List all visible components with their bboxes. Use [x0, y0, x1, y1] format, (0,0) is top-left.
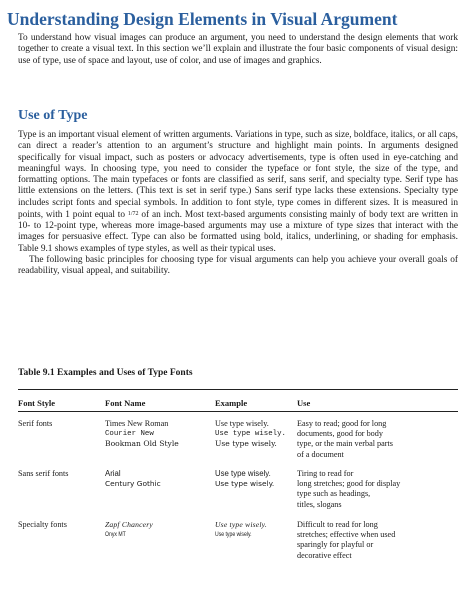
use-line: of a document — [297, 449, 344, 459]
table-header-use: Use — [297, 398, 311, 408]
example-bookman: Use type wisely. — [215, 439, 277, 449]
example-zapf-chancery: Use type wisely. — [215, 520, 267, 529]
font-name-bookman: Bookman Old Style — [105, 439, 179, 449]
use-line: stretches; effective when used — [297, 530, 396, 540]
font-name-courier: Courier New — [105, 430, 154, 439]
use-line: sparingly for playful or — [297, 540, 374, 550]
table-caption: Table 9.1 Examples and Uses of Type Fonts — [18, 368, 193, 378]
paragraph-1-part-a: Type is an important visual element of written arguments. Variations in type, such as size, boldface, italics, or all caps, can direct a reader’s attention to an argument’s structure and highlight main points. In arguments designed specifically for visual impact, such as posters or advocacy advertisements, type is often used in eye-catching and meaningful ways. In choosing type, you need to consider the typeface or font style, the size of the type, and formatting options. The main typefaces or fonts are classified as serif, sans serif, and specialty type. Serif type has little extensions on the letters. (This text is set in serif type.) Sans serif type lacks these extensions. Specialty type includes script fonts and special symbols. In addition to font style, type comes in different sizes. It is measured in points, with 1 point equal to — [18, 130, 458, 220]
table-header-font-name: Font Name — [105, 398, 146, 408]
use-line: Tiring to read for — [297, 469, 354, 478]
font-name-zapf-chancery: Zapf Chancery — [105, 520, 153, 529]
font-name-times: Times New Roman — [105, 419, 169, 428]
section-heading: Use of Type — [18, 108, 88, 123]
table-row-serif-use — [297, 419, 457, 460]
table-row-serif-names — [105, 419, 205, 450]
fraction-one-seventy-second: 1/72 — [127, 210, 139, 217]
table-row-serif-examples — [215, 419, 295, 450]
page-title: Understanding Design Elements in Visual Argument — [7, 9, 398, 29]
example-times: Use type wisely. — [215, 419, 269, 428]
font-name-century-gothic: Century Gothic — [105, 479, 161, 489]
table-top-rule — [18, 389, 458, 390]
use-line: Easy to read; good for long — [297, 419, 387, 428]
table-header-rule — [18, 411, 458, 412]
table-row-specialty-examples — [215, 520, 295, 540]
example-onyx: Use type wisely. — [215, 531, 252, 539]
table-row-specialty-use — [297, 520, 457, 561]
example-courier: Use type wisely. — [215, 430, 286, 439]
intro-paragraph: To understand how visual images can produce an argument, you need to understand the design elements that work together to create a visual text. In this section we’ll explain and illustrate the four basic components of visual design: use of type, use of space and layout, use of color, and use of images and graphics. — [18, 33, 458, 66]
use-line: titles, slogans — [297, 499, 342, 509]
use-line: documents, good for body — [297, 429, 383, 439]
table-row-sans-use — [297, 469, 457, 510]
section-body — [18, 130, 458, 277]
use-line: decorative effect — [297, 550, 352, 560]
table-header-example: Example — [215, 398, 248, 408]
body-paragraph-1 — [18, 130, 458, 255]
table-row-sans-style: Sans serif fonts — [18, 469, 69, 478]
font-name-arial: Arial — [105, 469, 121, 478]
paragraph-1-part-b: of an inch. Most text-based arguments consisting mainly of body text are written in 10- to 12-point type, whereas more image-based arguments may use a mixture of type sizes that interact with the images for persuasive effect. Type can also be formatted using bold, italics, underlining, or shading for emphasis. Table 9.1 shows examples of type styles, as well as their typical uses. — [18, 209, 458, 254]
table-row-specialty-names — [105, 520, 205, 540]
table-row-sans-names — [105, 469, 205, 489]
table-header-font-style: Font Style — [18, 398, 56, 408]
example-century-gothic: Use type wisely. — [215, 479, 275, 489]
example-arial: Use type wisely. — [215, 469, 271, 478]
use-line: Difficult to read for long — [297, 520, 378, 529]
use-line: type, or the main verbal parts — [297, 439, 393, 449]
table-row-serif-style: Serif fonts — [18, 419, 53, 428]
body-paragraph-2: The following basic principles for choosing type for visual arguments can help you achieve your overall goals of readability, visual appeal, and suitability. — [18, 254, 458, 276]
table-row-specialty-style: Specialty fonts — [18, 520, 67, 529]
use-line: long stretches; good for display — [297, 479, 401, 489]
table-row-sans-examples — [215, 469, 295, 489]
font-name-onyx: Onyx MT — [105, 531, 126, 539]
use-line: type such as headings, — [297, 489, 371, 499]
